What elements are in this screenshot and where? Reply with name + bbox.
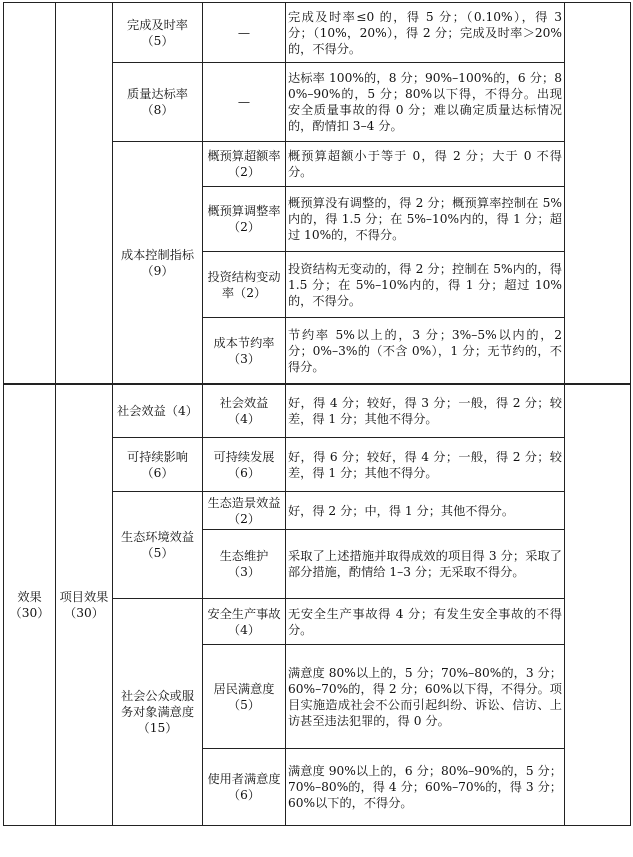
indicator-title: 完成及时率	[127, 17, 188, 32]
level3-cell: 社会公众或服务对象满意度（15）	[113, 599, 203, 826]
scoring-criteria: 满意度 80%以上的，5 分；70%–80%的，3 分；60%–70%的，得 2 分；60%以下得，不得分。项目实施造成社会不公而引起纠纷、诉讼、信访、上访甚至违法犯罪的，得 0 分。	[286, 645, 565, 749]
scoring-criteria: 满意度 90%以上的，6 分；80%–90%的，5 分；70%–80%的，得 4 分；60%–70%的，得 3 分；60%以下的，不得分。	[286, 749, 565, 826]
scoring-criteria: 好，得 4 分；较好，得 3 分；一般，得 2 分；较差，得 1 分；其他不得分。	[286, 385, 565, 438]
level4-cell	[203, 385, 286, 438]
level3-cell	[113, 63, 203, 142]
level3-cell: 成本控制指标（9）	[113, 142, 203, 384]
level4-dash: —	[203, 3, 286, 63]
level4-cell	[203, 318, 286, 384]
indicator-score: （6）	[141, 465, 174, 480]
indicator-title: 质量达标率	[127, 87, 188, 101]
level3-cell: 生态环境效益（5）	[113, 492, 203, 599]
indicator-title: 生态维护	[219, 549, 269, 563]
indicator-title: 居民满意度	[213, 681, 275, 696]
level4-cell: 概预算超额率（2）	[203, 142, 286, 187]
indicator-title: 可持续影响	[127, 449, 188, 464]
level3-cell	[113, 3, 203, 63]
indicator-score: （3）	[227, 351, 261, 366]
remarks-cell	[565, 385, 631, 826]
level4-cell: 安全生产事故（4）	[203, 599, 286, 645]
level3-cell	[113, 438, 203, 492]
indicator-score: （3）	[227, 565, 261, 579]
evaluation-table	[3, 2, 631, 384]
indicator-title: 可持续发展	[213, 449, 275, 464]
level4-cell	[203, 530, 286, 599]
indicator-title: 社会效益	[219, 396, 269, 410]
indicator-score: （8）	[141, 103, 174, 117]
level2-blank-cell	[56, 3, 113, 384]
indicator-score: （4）	[227, 412, 261, 426]
level1-score: （30）	[9, 606, 50, 620]
scoring-criteria: 无安全生产事故得 4 分；有发生安全事故的不得分。	[286, 599, 565, 645]
level3-cell: 社会效益（4）	[113, 385, 203, 438]
level1-blank-cell	[4, 3, 56, 384]
level1-cell	[4, 385, 56, 826]
indicator-score: （5）	[141, 33, 174, 48]
table-row	[4, 385, 631, 438]
level4-dash: —	[203, 63, 286, 142]
indicator-title: 成本节约率	[213, 335, 275, 350]
scoring-criteria: 节约率 5%以上的，3 分；3%–5%以内的，2 分；0%–3%的（不含 0%），1 分；无节约的，不得分。	[286, 318, 565, 384]
table-row	[4, 3, 631, 63]
level4-cell	[203, 438, 286, 492]
level4-cell: 投资结构变动率（2）	[203, 252, 286, 318]
scoring-criteria: 好，得 2 分；中，得 1 分；其他不得分。	[286, 492, 565, 530]
scoring-criteria: 概预算超额小于等于 0，得 2 分；大于 0 不得分。	[286, 142, 565, 187]
effect-table	[3, 384, 631, 826]
remarks-cell	[565, 3, 631, 384]
indicator-score: （6）	[227, 465, 261, 480]
scoring-criteria: 采取了上述措施并取得成效的项目得 3 分；采取了部分措施，酌情给 1–3 分；无采取不得分。	[286, 530, 565, 599]
indicator-score: （5）	[227, 697, 261, 712]
level2-cell: 项目效果（30）	[56, 385, 113, 826]
level4-cell: 生态造景效益（2）	[203, 492, 286, 530]
level4-cell	[203, 645, 286, 749]
scoring-criteria: 完成及时率≤0 的，得 5 分；（0.10%），得 3 分；（10%，20%），得 2 分；完成及时率＞20%的，不得分。	[286, 3, 565, 63]
level1-title: 效果	[17, 590, 42, 604]
scoring-criteria: 好，得 6 分；较好，得 4 分；一般，得 2 分；较差，得 1 分；其他不得分。	[286, 438, 565, 492]
document-page	[3, 2, 630, 854]
level4-cell: 使用者满意度（6）	[203, 749, 286, 826]
scoring-criteria: 投资结构无变动的，得 2 分；控制在 5%内的，得 1.5 分；在 5%–10%内的，得 1 分；超过 10%的，不得分。	[286, 252, 565, 318]
scoring-criteria: 达标率 100%的，8 分；90%–100%的，6 分；80%–90%的，5 分；80%以下得，不得分。出现安全质量事故的得 0 分；难以确定质量达标情况的，酌情扣 3–4 分。	[286, 63, 565, 142]
scoring-criteria: 概预算没有调整的，得 2 分；概预算率控制在 5%内的，得 1.5 分；在 5%–10%内的，得 1 分；超过 10%的，不得分。	[286, 187, 565, 252]
level4-cell: 概预算调整率（2）	[203, 187, 286, 252]
